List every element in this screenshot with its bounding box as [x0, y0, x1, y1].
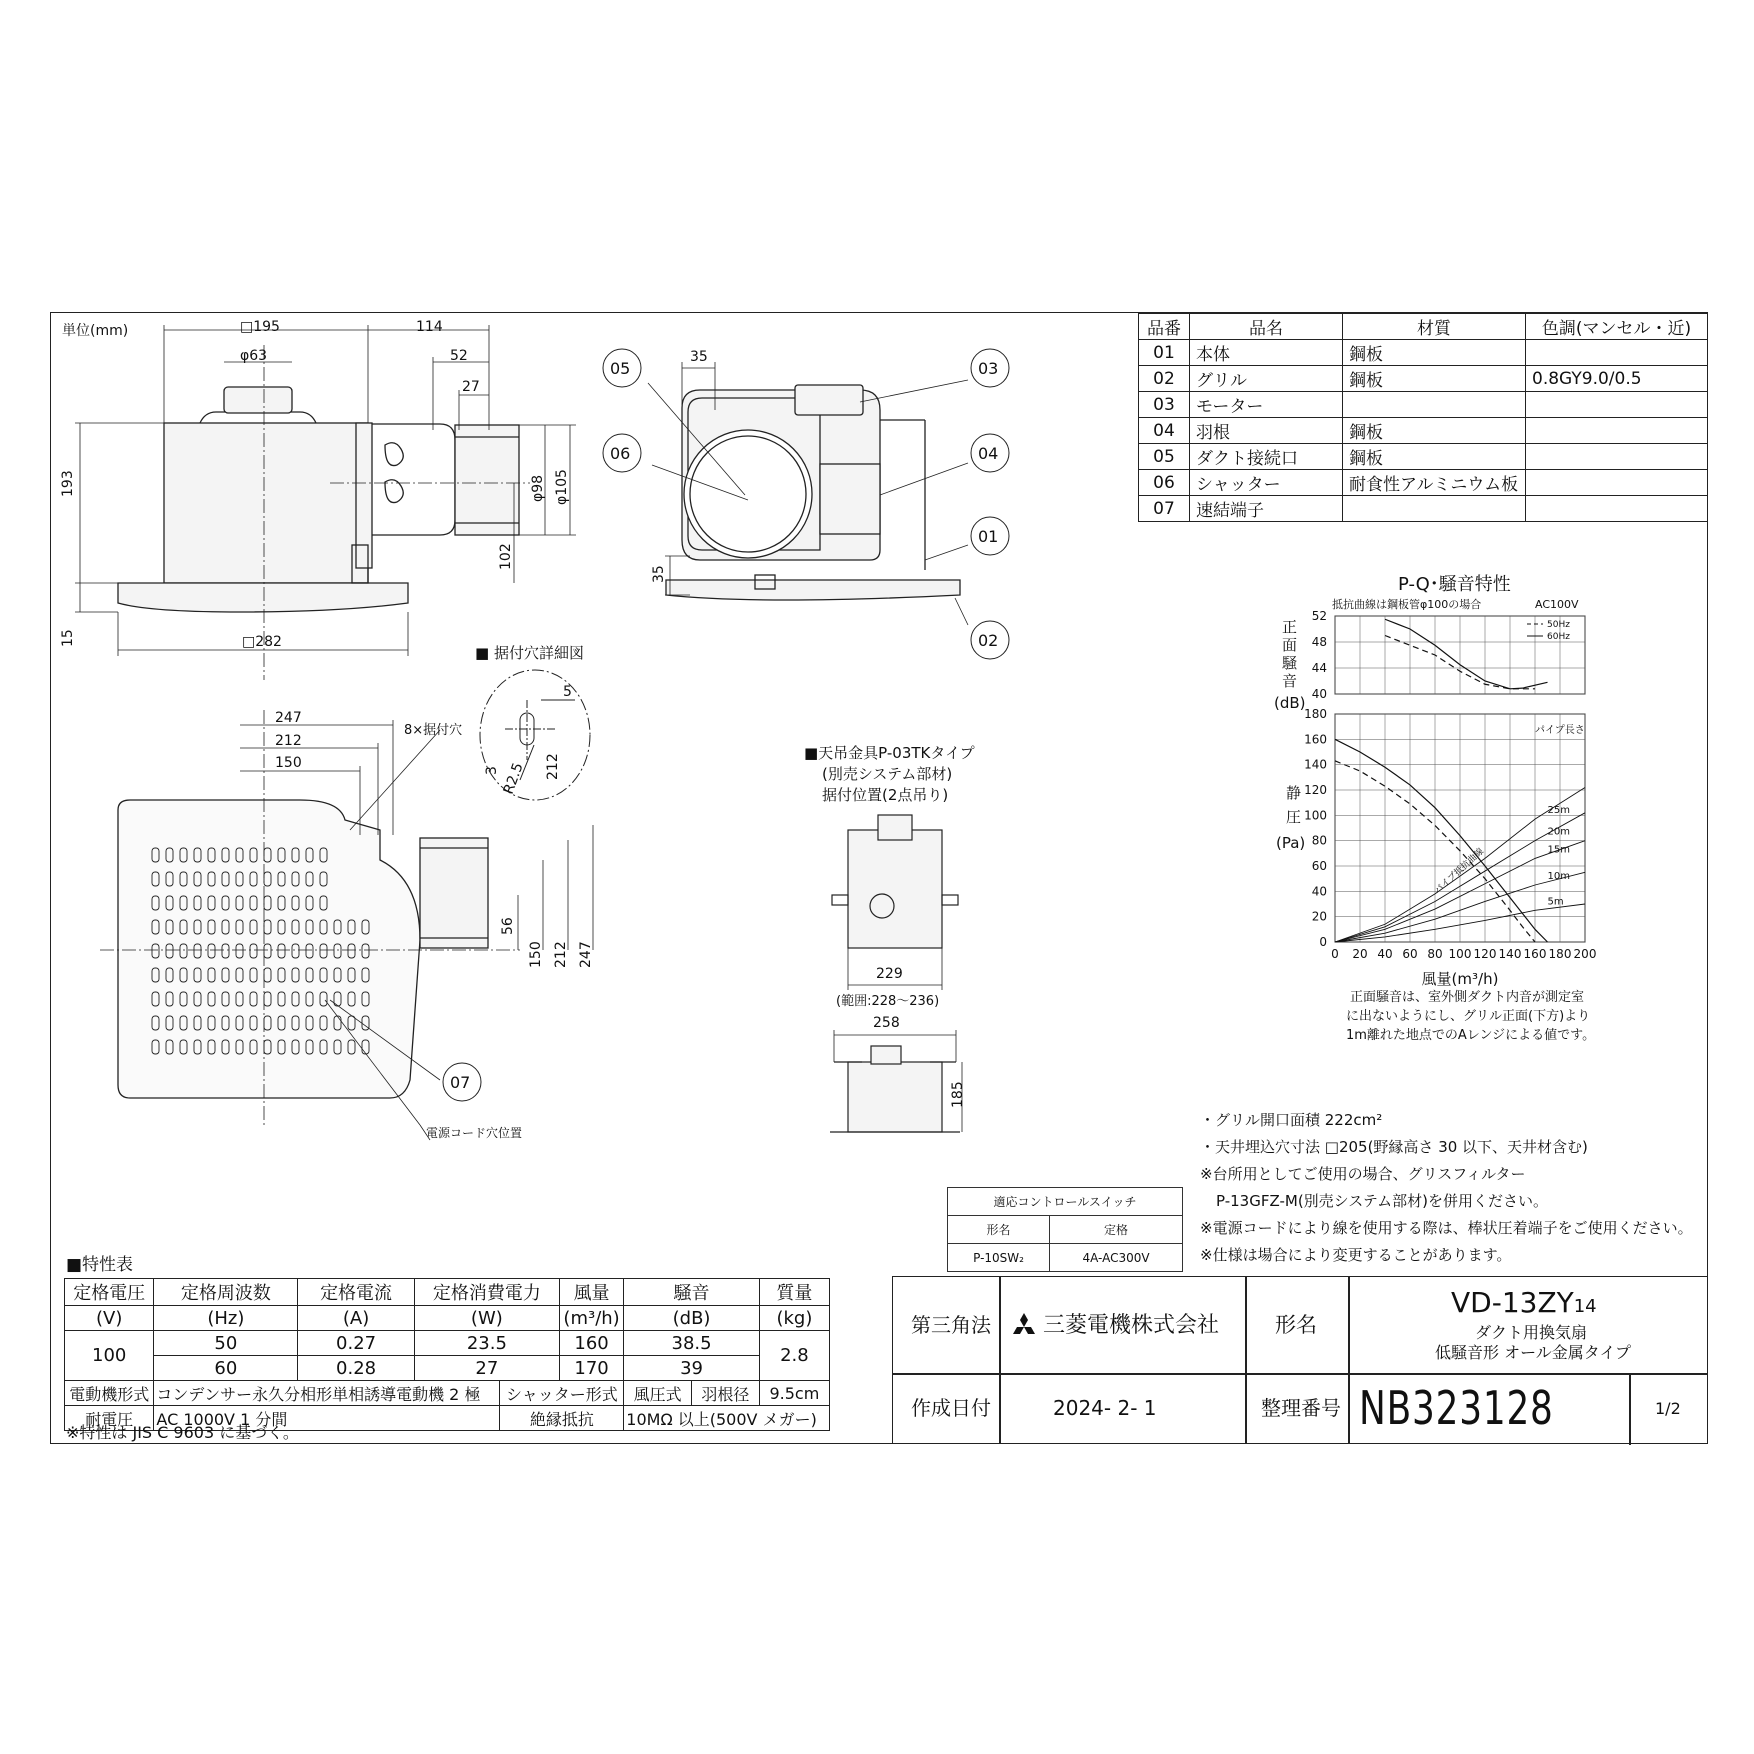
pressure-ylabel-2: 圧 — [1286, 808, 1302, 826]
table-cell: 39 — [624, 1356, 760, 1381]
dim-5: 5 — [563, 684, 572, 700]
note-5: ※電源コードにより線を使用する際は、棒状圧着端子をご使用ください。 — [1200, 1219, 1693, 1237]
dim-114: 114 — [416, 319, 443, 335]
table-cell — [1526, 496, 1708, 522]
page-number: 1/2 — [1655, 1399, 1681, 1418]
dim-105: φ105 — [554, 469, 570, 505]
front-view-drawing — [590, 330, 1020, 670]
dim-195: □195 — [240, 319, 280, 335]
pipe-resistance-label: パイプ抵抗曲線 — [1432, 846, 1487, 897]
table-cell: 質量 — [759, 1279, 829, 1306]
table-cell: 160 — [559, 1331, 623, 1356]
parts-header-cell: 品名 — [1190, 314, 1343, 340]
table-cell: ダクト接続口 — [1190, 444, 1343, 470]
table-cell: (V) — [65, 1306, 154, 1331]
table-cell: 形名 — [948, 1216, 1050, 1244]
table-row — [948, 1216, 1183, 1244]
chart-footnote-1: 正面騒音は、室外側ダクト内音が測定室 — [1350, 990, 1585, 1005]
legend-label-60hz: 60Hz — [1547, 632, 1570, 642]
dim-52: 52 — [450, 348, 468, 364]
hanger-title: ■天吊金具P-03TKタイプ — [804, 744, 975, 762]
dim-3: 3 — [484, 766, 500, 775]
table-cell: 0.28 — [298, 1356, 415, 1381]
y-tick-label: 80 — [1311, 833, 1327, 848]
dim-282: □282 — [242, 634, 282, 650]
dim-247v: 247 — [578, 941, 594, 968]
number-label: 整理番号 — [1261, 1396, 1341, 1420]
x-tick-label: 80 — [1427, 947, 1443, 961]
dim-185: 185 — [950, 1081, 966, 1108]
table-cell: 02 — [1139, 366, 1190, 392]
x-tick-label: 200 — [1573, 947, 1597, 961]
model-main: VD-13ZY — [1451, 1286, 1574, 1319]
table-cell: (Hz) — [154, 1306, 298, 1331]
table-cell: 0.8GY9.0/0.5 — [1526, 366, 1708, 392]
y-tick-label: 40 — [1311, 687, 1327, 701]
table-cell: 定格周波数 — [154, 1279, 298, 1306]
table-row — [1139, 392, 1708, 418]
noise-ylabel-1: 正 — [1282, 618, 1298, 636]
table-cell: 風量 — [559, 1279, 623, 1306]
control-switch-title: 適応コントロールスイッチ — [948, 1188, 1183, 1216]
product-line-1: ダクト用換気扇 — [1475, 1323, 1588, 1342]
table-cell: 定格電流 — [298, 1279, 415, 1306]
table-row — [1139, 366, 1708, 392]
hanger-drawing — [820, 800, 980, 1140]
dim-35-top: 35 — [690, 349, 708, 365]
table-cell — [1526, 340, 1708, 366]
callout-03: 03 — [978, 359, 999, 378]
dim-229: 229 — [876, 966, 903, 982]
y-tick-label: 140 — [1304, 757, 1327, 772]
parts-header-cell: 品番 — [1139, 314, 1190, 340]
table-cell: 定格電圧 — [65, 1279, 154, 1306]
x-tick-label: 140 — [1498, 947, 1522, 961]
dim-63: φ63 — [240, 348, 268, 364]
pressure-ylabel-1: 静 — [1286, 784, 1302, 802]
resistance-label-5m: 5m — [1547, 896, 1564, 908]
legend-label-50hz: 50Hz — [1547, 620, 1570, 630]
spec-title: ■特性表 — [66, 1255, 134, 1275]
table-row — [1139, 470, 1708, 496]
noise-ylabel-unit: (dB) — [1274, 694, 1306, 712]
date-label: 作成日付 — [911, 1396, 991, 1420]
table-cell: 耐電圧 — [65, 1406, 154, 1431]
table-cell: 05 — [1139, 444, 1190, 470]
table-row — [65, 1279, 830, 1306]
callout-06: 06 — [610, 444, 631, 463]
table-cell: 定格消費電力 — [414, 1279, 559, 1306]
y-tick-label: 0 — [1319, 935, 1327, 949]
table-cell: 4A-AC300V — [1050, 1244, 1183, 1272]
dim-102: 102 — [498, 543, 514, 570]
note-3: ※台所用としてご使用の場合、グリスフィルター — [1200, 1165, 1526, 1183]
table-cell — [1343, 392, 1526, 418]
x-tick-label: 160 — [1523, 947, 1547, 961]
spec-table — [64, 1278, 830, 1431]
dim-193: 193 — [60, 470, 76, 497]
noise-ylabel-3: 騒 — [1282, 654, 1298, 672]
callout-07: 07 — [450, 1073, 471, 1092]
y-tick-label: 180 — [1304, 707, 1327, 721]
table-row — [1139, 496, 1708, 522]
bottom-view-drawing — [100, 700, 620, 1150]
table-row — [1139, 444, 1708, 470]
table-row — [65, 1356, 830, 1381]
table-cell: 27 — [414, 1356, 559, 1381]
y-tick-label: 44 — [1311, 661, 1327, 675]
table-cell: シャッター — [1190, 470, 1343, 496]
table-row — [1139, 340, 1708, 366]
model-label: 形名 — [1275, 1313, 1317, 1337]
note-2: ・天井埋込穴寸法 □205(野縁高さ 30 以下、天井材含む) — [1200, 1138, 1588, 1156]
company-name: 三菱電機株式会社 — [1043, 1313, 1220, 1338]
table-row — [1139, 418, 1708, 444]
dim-56: 56 — [500, 917, 516, 935]
chart-footnote-3: 1m離れた地点でのAレンジによる値です。 — [1346, 1028, 1596, 1043]
table-cell: 鋼板 — [1343, 366, 1526, 392]
unit-label: 単位(mm) — [62, 323, 129, 339]
dim-150: 150 — [275, 755, 302, 771]
dim-27: 27 — [462, 379, 480, 395]
product-line-2: 低騒音形 オール金属タイプ — [1435, 1343, 1631, 1362]
control-switch-table — [947, 1187, 1183, 1272]
table-cell — [1526, 444, 1708, 470]
y-tick-label: 52 — [1311, 609, 1327, 623]
title-block — [892, 1276, 1708, 1444]
parts-header-row — [1139, 314, 1708, 340]
table-cell — [1343, 496, 1526, 522]
parts-table — [1138, 313, 1708, 522]
x-tick-label: 60 — [1402, 947, 1418, 961]
table-cell: 定格 — [1050, 1216, 1183, 1244]
table-row — [948, 1244, 1183, 1272]
table-cell: 04 — [1139, 418, 1190, 444]
table-cell: P-10SW₂ — [948, 1244, 1050, 1272]
table-cell: 10MΩ 以上(500V メガー) — [624, 1406, 830, 1431]
x-tick-label: 20 — [1352, 947, 1368, 961]
table-cell: 耐食性アルミニウム板 — [1343, 470, 1526, 496]
dim-15: 15 — [60, 629, 76, 647]
table-row — [65, 1381, 830, 1406]
table-cell: 本体 — [1190, 340, 1343, 366]
table-row — [65, 1306, 830, 1331]
dim-258: 258 — [873, 1015, 900, 1031]
y-tick-label: 60 — [1311, 859, 1327, 873]
table-cell: 風圧式 — [624, 1381, 692, 1406]
y-tick-label: 40 — [1311, 884, 1327, 899]
table-cell: グリル — [1190, 366, 1343, 392]
table-cell — [1526, 470, 1708, 496]
spec-footnote: ※特性は JIS C 9603 に基づく。 — [66, 1423, 299, 1442]
noise-ylabel-4: 音 — [1282, 672, 1298, 690]
note-4: P-13GFZ-M(別売システム部材)を併用ください。 — [1216, 1192, 1549, 1210]
table-cell: 07 — [1139, 496, 1190, 522]
table-cell — [1526, 418, 1708, 444]
table-cell: 電動機形式 — [65, 1381, 154, 1406]
resistance-label-10m: 10m — [1547, 871, 1570, 882]
date-value: 2024- 2- 1 — [1053, 1396, 1157, 1420]
mitsubishi-logo-icon — [1009, 1313, 1039, 1345]
callout-02: 02 — [978, 631, 999, 650]
noise-series-60Hz — [1385, 619, 1548, 689]
table-cell: (dB) — [624, 1306, 760, 1331]
y-tick-label: 20 — [1311, 909, 1327, 924]
y-tick-label: 48 — [1311, 635, 1327, 649]
table-cell: (W) — [414, 1306, 559, 1331]
mount-detail-title: ■ 据付穴詳細図 — [475, 644, 584, 662]
table-cell: 170 — [559, 1356, 623, 1381]
x-tick-label: 100 — [1448, 947, 1472, 961]
x-tick-label: 180 — [1548, 947, 1572, 961]
table-cell: 羽根 — [1190, 418, 1343, 444]
pipe-length-label: パイプ長さ — [1535, 725, 1585, 736]
table-cell — [1526, 392, 1708, 418]
table-cell: 絶縁抵抗 — [500, 1406, 624, 1431]
chart-voltage: AC100V — [1535, 598, 1579, 611]
callout-05: 05 — [610, 359, 631, 378]
x-tick-label: 40 — [1377, 947, 1393, 961]
resistance-label-25m: 25m — [1547, 805, 1570, 817]
pressure-ylabel-unit: (Pa) — [1276, 834, 1306, 852]
callout-01: 01 — [978, 527, 999, 546]
table-row — [948, 1188, 1183, 1216]
table-cell: シャッター形式 — [500, 1381, 624, 1406]
table-cell: 03 — [1139, 392, 1190, 418]
pq-chart — [1270, 596, 1610, 1056]
table-cell: (m³/h) — [559, 1306, 623, 1331]
table-cell: コンデンサー永久分相形単相誘導電動機 2 極 — [154, 1381, 500, 1406]
table-cell: 50 — [154, 1331, 298, 1356]
table-cell: 騒音 — [624, 1279, 760, 1306]
hanger-sub2: 据付位置(2点吊り) — [822, 786, 949, 804]
model-number — [1451, 1286, 1597, 1319]
table-cell: (kg) — [759, 1306, 829, 1331]
side-view-drawing — [0, 0, 600, 680]
chart-footnote-2: に出ないようにし、グリル正面(下方)より — [1346, 1009, 1591, 1024]
table-cell: 鋼板 — [1343, 444, 1526, 470]
table-cell: 2.8 — [759, 1331, 829, 1381]
dim-150v: 150 — [528, 941, 544, 968]
table-cell: 23.5 — [414, 1331, 559, 1356]
y-tick-label: 120 — [1304, 783, 1327, 797]
table-cell: 速結端子 — [1190, 496, 1343, 522]
table-cell: モーター — [1190, 392, 1343, 418]
noise-ylabel-2: 面 — [1282, 636, 1298, 654]
holes-label: 8×据付穴 — [404, 723, 463, 738]
y-tick-label: 100 — [1304, 808, 1327, 823]
table-cell: (A) — [298, 1306, 415, 1331]
x-axis-label: 風量(m³/h) — [1421, 970, 1499, 988]
chart-title: P-Q･騒音特性 — [1398, 574, 1511, 595]
x-tick-label: 120 — [1473, 947, 1497, 961]
model-suffix: 14 — [1573, 1296, 1597, 1317]
table-cell: 01 — [1139, 340, 1190, 366]
dim-98: φ98 — [530, 474, 546, 502]
cord-label: 電源コード穴位置 — [426, 1126, 523, 1140]
table-row — [65, 1331, 830, 1356]
table-cell: 100 — [65, 1331, 154, 1381]
note-6: ※仕様は場合により変更することがあります。 — [1200, 1246, 1512, 1264]
table-cell: 鋼板 — [1343, 340, 1526, 366]
table-cell: 9.5cm — [759, 1381, 829, 1406]
callout-04: 04 — [978, 444, 999, 463]
table-cell: 06 — [1139, 470, 1190, 496]
hanger-sub1: (別売システム部材) — [822, 765, 953, 783]
table-cell: 38.5 — [624, 1331, 760, 1356]
parts-header-cell: 色調(マンセル・近) — [1526, 314, 1708, 340]
dim-r25: R2.5 — [500, 760, 527, 797]
y-tick-label: 160 — [1304, 732, 1327, 747]
chart-note: 抵抗曲線は鋼板管φ100の場合 — [1332, 598, 1482, 611]
resistance-label-15m: 15m — [1547, 844, 1570, 856]
note-1: ・グリル開口面積 222cm² — [1200, 1111, 1383, 1129]
hanger-range: (範囲:228～236) — [836, 994, 940, 1009]
dim-212v: 212 — [553, 941, 569, 968]
table-cell: 鋼板 — [1343, 418, 1526, 444]
dim-212: 212 — [275, 733, 302, 749]
drawing-number: NB323128 — [1359, 1381, 1554, 1435]
dim-212-detail: 212 — [545, 753, 561, 780]
parts-header-cell: 材質 — [1343, 314, 1526, 340]
table-cell: AC 1000V 1 分間 — [154, 1406, 500, 1431]
projection-label: 第三角法 — [911, 1313, 991, 1337]
resistance-label-20m: 20m — [1547, 826, 1570, 838]
table-cell: 羽根径 — [692, 1381, 760, 1406]
table-cell: 0.27 — [298, 1331, 415, 1356]
dim-35-side: 35 — [651, 565, 667, 583]
dim-247: 247 — [275, 710, 302, 726]
x-tick-label: 0 — [1331, 947, 1339, 961]
table-cell: 60 — [154, 1356, 298, 1381]
